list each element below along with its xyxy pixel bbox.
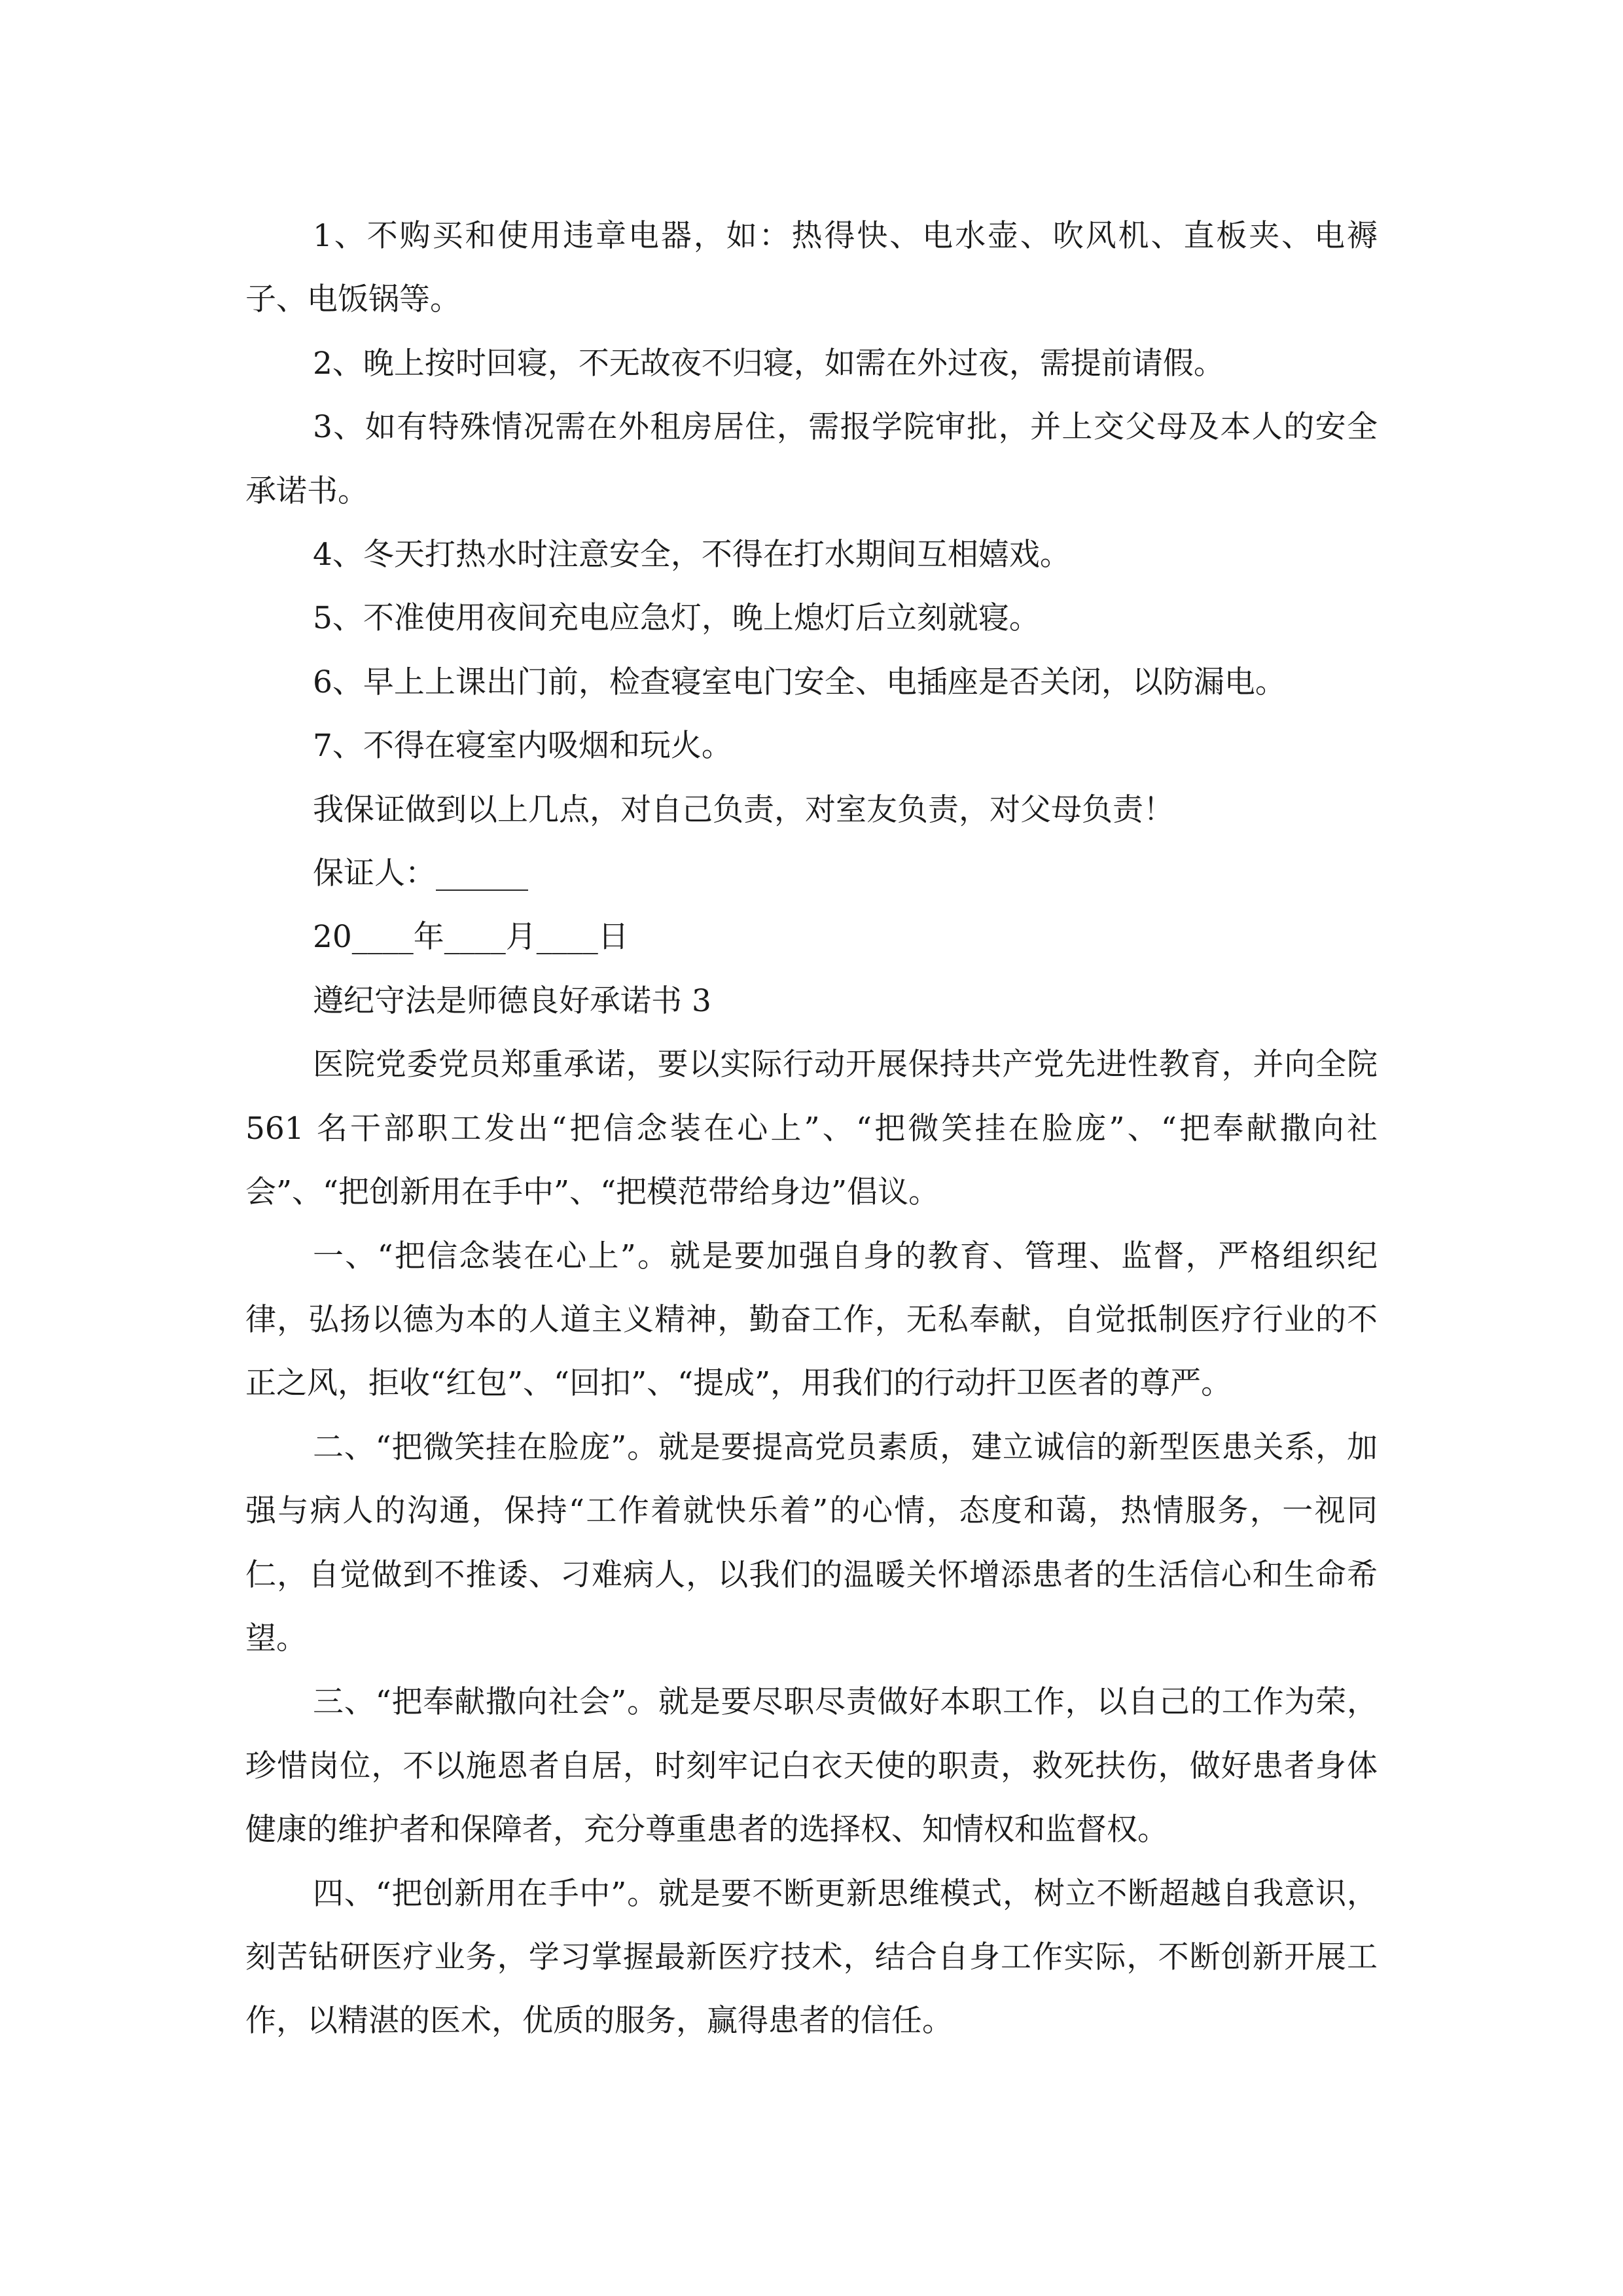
document-body [245,204,1378,2053]
rule-item-6: 6、早上上课出门前，检查寝室电门安全、电插座是否关闭，以防漏电。 [313,664,1286,700]
section-item-2: 二、“把微笑挂在脸庞”。就是要提高党员素质，建立诚信的新型医患关系，加强与病人的沟通，保持“工作着就快乐着”的心情，态度和蔼，热情服务，一视同仁，自觉做到不推诿、刁难病人，以我们的温暖关怀增添患者的生活信心和生命希望。 [245,1429,1378,1657]
rule-item-7: 7、不得在寝室内吸烟和玩火。 [313,728,732,764]
section-intro: 医院党委党员郑重承诺，要以实际行动开展保持共产党先进性教育，并向全院 561 名干部职工发出“把信念装在心上”、“把微笑挂在脸庞”、“把奉献撒向社会”、“把创新用在手中”、“把模范带给身边”倡议。 [245,1047,1378,1211]
section-item-1: 一、“把信念装在心上”。就是要加强自身的教育、管理、监督，严格组织纪律，弘扬以德为本的人道主义精神，勤奋工作，无私奉献，自觉抵制医疗行业的不正之风，拒收“红包”、“回扣”、“提成”，用我们的行动扞卫医者的尊严。 [245,1238,1378,1402]
rule-item-4: 4、冬天打热水时注意安全，不得在打水期间互相嬉戏。 [313,537,1071,573]
rule-item-1: 1、不购买和使用违章电器，如：热得快、电水壶、吹风机、直板夹、电褥子、电饭锅等。 [245,218,1378,318]
section-item-3: 三、“把奉献撒向社会”。就是要尽职尽责做好本职工作，以自己的工作为荣，珍惜岗位，不以施恩者自居，时刻牢记白衣天使的职责，救死扶伤，做好患者身体健康的维护者和保障者，充分尊重患者的选择权、知情权和监督权。 [245,1684,1378,1848]
pledge-statement: 我保证做到以上几点，对自己负责，对室友负责，对父母负责！ [313,791,1174,828]
section-item-4: 四、“把创新用在手中”。就是要不断更新思维模式，树立不断超越自我意识，刻苦钻研医疗业务，学习掌握最新医疗技术，结合自身工作实际，不断创新开展工作，以精湛的医术，优质的服务，赢得患者的信任。 [245,1875,1378,2039]
rule-item-5: 5、不准使用夜间充电应急灯，晚上熄灯后立刻就寝。 [313,600,1040,637]
rule-item-3: 3、如有特殊情况需在外租房居住，需报学院审批，并上交父母及本人的安全承诺书。 [245,409,1378,509]
date-line: 20____年____月____日 [313,919,629,956]
section-title: 遵纪守法是师德良好承诺书 3 [313,982,711,1019]
guarantor-line: 保证人：______ [313,855,528,892]
rule-item-2: 2、晚上按时回寝，不无故夜不归寝，如需在外过夜，需提前请假。 [313,345,1224,382]
